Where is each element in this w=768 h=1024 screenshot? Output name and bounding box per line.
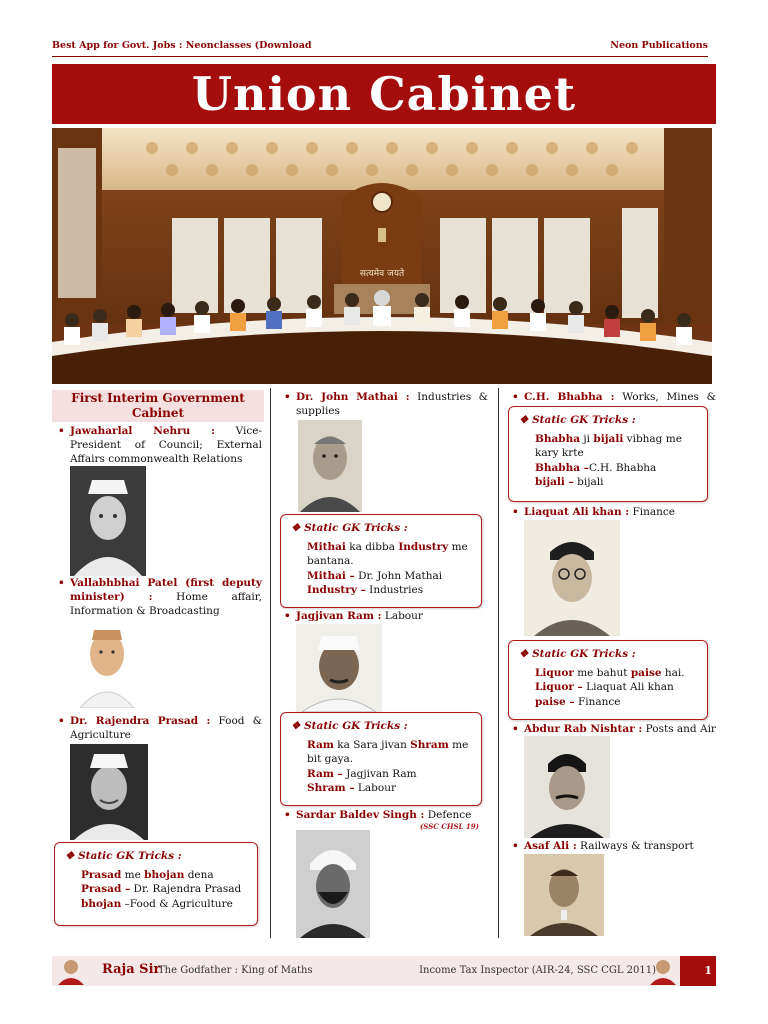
portrait-baldev-singh [296,830,370,938]
static-gk-trick-box: ❖ Static GK Tricks : Prasad me bhojan dena Prasad – Dr. Rajendra Prasad bhojan –Food & Agriculture [54,842,258,926]
exam-reference-note: (SSC CHSL 19) [420,822,479,831]
portrait-asaf-ali [524,854,604,936]
static-gk-trick-box: ❖ Static GK Tricks : Liquor me bahut paise hai. Liquor – Liaquat Ali khan paise – Finance [508,640,708,720]
author-avatar [56,957,86,985]
column-divider-2 [498,388,499,938]
cabinet-meeting-photo [52,128,712,384]
page-title: Union Cabinet [52,64,716,124]
portrait-mathai [298,420,362,512]
portrait-nehru [70,466,146,576]
list-item-jagjivan-ram: • Jagjivan Ram : Labour [284,610,423,622]
page-header [52,40,708,56]
list-item-mathai: • Dr. John Mathai : Industries & supplies [284,391,488,417]
static-gk-trick-box: ❖ Static GK Tricks : Mithai ka dibba Industry me bantana. Mithai – Dr. John Mathai Industry – Industries [280,514,482,608]
portrait-patel [78,620,136,708]
header-left-text: Best App for Govt. Jobs : Neonclasses (Download [52,40,312,51]
diamond-bullet-icon: ❖ [291,720,305,732]
list-item-prasad: • Dr. Rajendra Prasad : Food & Agriculture [58,715,262,741]
list-item-patel: • Vallabhbhai Patel (first deputy minister) : Home affair, Information & Broadcasting [58,577,262,617]
section-heading: First Interim Government Cabinet [52,390,264,422]
page-footer [52,956,716,986]
list-item-liaquat-ali-khan: • Liaquat Ali khan : Finance [512,506,675,518]
photo-plaque-text: सत्यमेव जयते [359,269,405,279]
portrait-prasad [70,744,148,840]
list-item-abdur-rab-nishtar: • Abdur Rab Nishtar : Posts and Air [512,723,716,735]
list-item-asaf-ali: • Asaf Ali : Railways & transport [512,840,694,852]
portrait-liaquat-ali-khan [524,520,620,636]
header-right-text: Neon Publications [610,40,708,51]
static-gk-trick-box: ❖ Static GK Tricks : Ram ka Sara jivan Shram me bit gaya. Ram – Jagjivan Ram Shram – Labour [280,712,482,806]
author-credential: Income Tax Inspector (AIR-24, SSC CGL 2011) [419,965,656,976]
diamond-bullet-icon: ❖ [291,522,305,534]
page-number: 1 [680,956,716,986]
static-gk-trick-box: ❖ Static GK Tricks : Bhabha ji bijali vibhag me kary krte Bhabha –C.H. Bhabha bijali – bijali [508,406,708,502]
portrait-abdur-rab-nishtar [524,736,610,838]
diamond-bullet-icon: ❖ [65,850,79,862]
author-avatar [648,957,678,985]
author-tagline: The Godfather : King of Maths [158,965,313,976]
column-divider-1 [270,388,271,938]
portrait-jagjivan-ram [296,624,382,712]
diamond-bullet-icon: ❖ [519,414,533,426]
list-item-nehru: • Jawaharlal Nehru : Vice- President of Council; External Affairs commonwealth Relations [58,425,262,465]
list-item-bhabha: • C.H. Bhabha : Works, Mines & [512,391,717,403]
list-item-baldev-singh: • Sardar Baldev Singh : Defence [284,809,472,821]
author-name: Raja Sir [102,962,161,977]
header-divider [52,56,708,57]
diamond-bullet-icon: ❖ [519,648,533,660]
